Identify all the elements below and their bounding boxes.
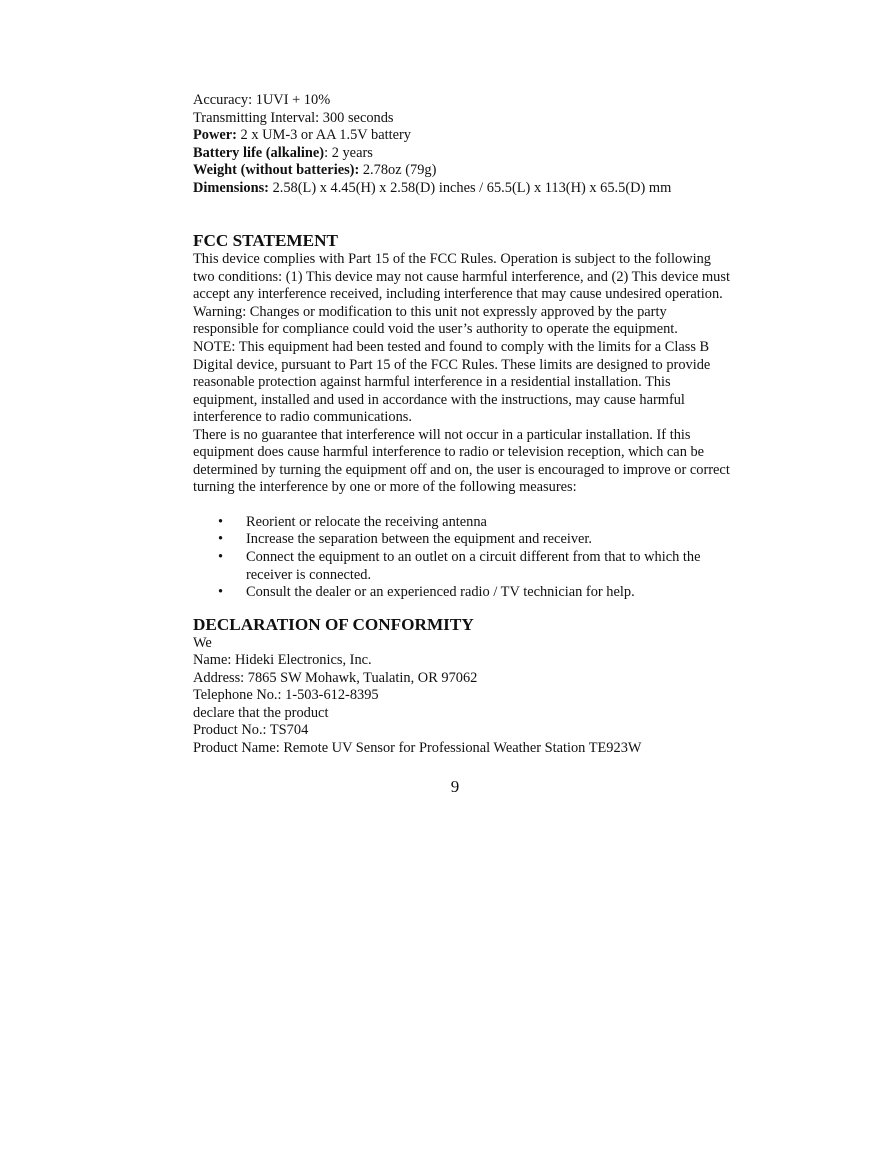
spec-power-label: Power: [193,127,237,144]
spec-dimensions [193,180,733,198]
bullet-icon: • [218,584,224,601]
declaration-product-no: Product No.: TS704 [193,722,309,739]
declaration-heading: DECLARATION OF CONFORMITY [193,614,474,634]
spec-weight-value: 2.78oz (79g) [359,162,437,179]
declaration-address: Address: 7865 SW Mohawk, Tualatin, OR 97062 [193,669,478,686]
bullet-icon: • [218,549,224,566]
fcc-paragraph-warning: Warning: Changes or modification to this unit not expressly approved by the party responsible for compliance could void the user’s authority to operate the equipment. [193,303,678,338]
page-number: 9 [450,777,460,796]
bullet-icon: • [218,531,224,548]
list-item [193,514,733,532]
spec-accuracy: Accuracy: 1UVI + 10% [193,92,331,108]
declaration-we: We [193,634,212,651]
document-page [193,92,733,758]
fcc-heading: FCC STATEMENT [193,231,338,251]
bullet-icon: • [218,513,224,530]
measures-list [193,514,733,602]
list-item [193,549,733,584]
spec-dimensions-label: Dimensions: [193,179,269,196]
spec-weight [193,162,733,180]
declaration-telephone: Telephone No.: 1-503-612-8395 [193,687,379,704]
declaration-product-name: Product Name: Remote UV Sensor for Professional Weather Station TE923W [193,739,642,756]
measure-text: Consult the dealer or an experienced radio / TV technician for help. [246,584,635,601]
declaration-declare: declare that the product [193,704,329,721]
spec-power-value: 2 x UM-3 or AA 1.5V battery [236,127,411,144]
spec-battery [193,145,733,163]
spec-battery-label: Battery life (alkaline) [193,144,325,161]
spec-list [193,92,733,197]
measure-text: Reorient or relocate the receiving antenna [246,513,487,530]
spec-interval: Transmitting Interval: 300 seconds [193,109,394,126]
spec-weight-label: Weight (without batteries): [193,162,360,179]
measure-text: Increase the separation between the equipment and receiver. [246,531,593,548]
fcc-statement [193,251,733,497]
fcc-paragraph-guarantee: There is no guarantee that interference will not occur in a particular installation. If this equipment does cause harmful interference to radio or television reception, which can be determined by turning the equipment off and on, the user is encouraged to improve or correct turning the interference by one or more of the following measures: [193,426,730,496]
declaration-details [193,635,733,758]
list-item [193,584,733,602]
fcc-paragraph-note: NOTE: This equipment had been tested and found to comply with the limits for a Class B Digital device, pursuant to Part 15 of the FCC Rules. These limits are designed to provide reasonable protection against harmful interference in a residential installation. This equipment, installed and used in accordance with the instructions, may cause harmful interference to radio communications. [193,339,711,426]
fcc-paragraph-compliance: This device complies with Part 15 of the FCC Rules. Operation is subject to the following two conditions: (1) This device may not cause harmful interference, and (2) This device must accept any interference received, including interference that may cause undesired operation. [193,251,730,303]
declaration-name: Name: Hideki Electronics, Inc. [193,652,372,669]
spec-battery-value: : 2 years [324,144,373,161]
list-item [193,531,733,549]
measure-text: Connect the equipment to an outlet on a circuit different from that to which the receiver is connected. [246,549,701,583]
spec-power [193,127,733,145]
spec-dimensions-value: 2.58(L) x 4.45(H) x 2.58(D) inches / 65.5(L) x 113(H) x 65.5(D) mm [268,179,672,196]
